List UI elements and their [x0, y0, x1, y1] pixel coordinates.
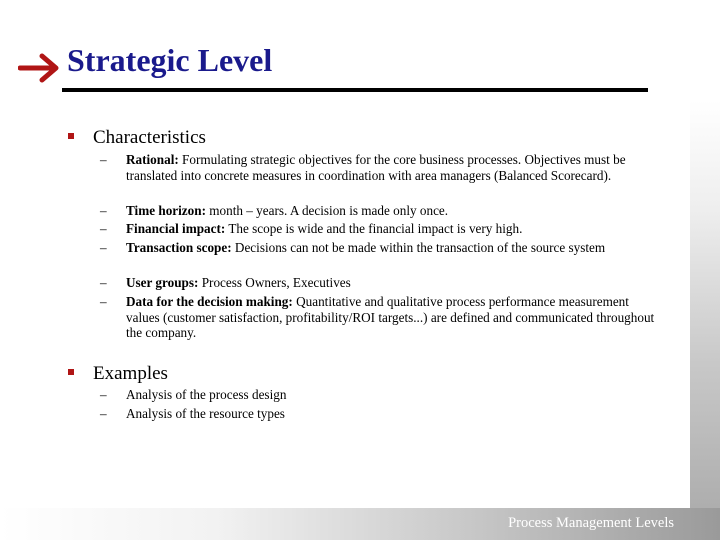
square-bullet-icon	[68, 133, 74, 139]
list-item	[100, 152, 660, 183]
item-text: Process Owners, Executives	[201, 275, 351, 290]
slide-footer: Process Management Levels	[508, 515, 674, 531]
item-text: Analysis of the process design	[126, 387, 287, 402]
item-label: User groups:	[126, 275, 199, 290]
dash-bullet: –	[100, 275, 107, 290]
list-item	[100, 221, 660, 237]
examples-heading: Examples	[93, 363, 168, 384]
item-text: Quantitative and qualitative process performance measurement values (customer satisfaction, profitability/ROI targets...) are defined and communicated throughout the company.	[126, 294, 655, 340]
item-text: Formulating strategic objectives for the core business processes. Objectives must be translated into concrete measures in coordination with area managers (Balanced Scorecard).	[126, 152, 626, 183]
characteristics-heading: Characteristics	[93, 127, 206, 148]
item-label: Financial impact:	[126, 221, 226, 236]
list-item	[100, 387, 660, 403]
dash-bullet: –	[100, 203, 107, 218]
item-text: Analysis of the resource types	[126, 406, 285, 421]
slide-title: Strategic Level	[67, 42, 273, 78]
dash-bullet: –	[100, 406, 107, 421]
item-text: month – years. A decision is made only once.	[209, 203, 449, 218]
dash-bullet: –	[100, 152, 107, 167]
dash-bullet: –	[100, 221, 107, 236]
list-item	[100, 203, 660, 219]
list-item	[100, 240, 660, 256]
item-label: Time horizon:	[126, 203, 206, 218]
item-label: Data for the decision making:	[126, 294, 293, 309]
item-label: Transaction scope:	[126, 240, 232, 255]
list-item	[100, 275, 660, 291]
square-bullet-icon	[68, 369, 74, 375]
item-text: The scope is wide and the financial impact is very high.	[228, 221, 523, 236]
list-item	[100, 294, 660, 341]
arrow-right-icon	[18, 52, 60, 84]
dash-bullet: –	[100, 240, 107, 255]
decorative-side-bar	[690, 100, 720, 540]
list-item	[100, 406, 660, 422]
item-label: Rational:	[126, 152, 179, 167]
dash-bullet: –	[100, 294, 107, 309]
item-text: Decisions can not be made within the transaction of the source system	[234, 240, 606, 255]
title-underline	[62, 88, 648, 92]
dash-bullet: –	[100, 387, 107, 402]
